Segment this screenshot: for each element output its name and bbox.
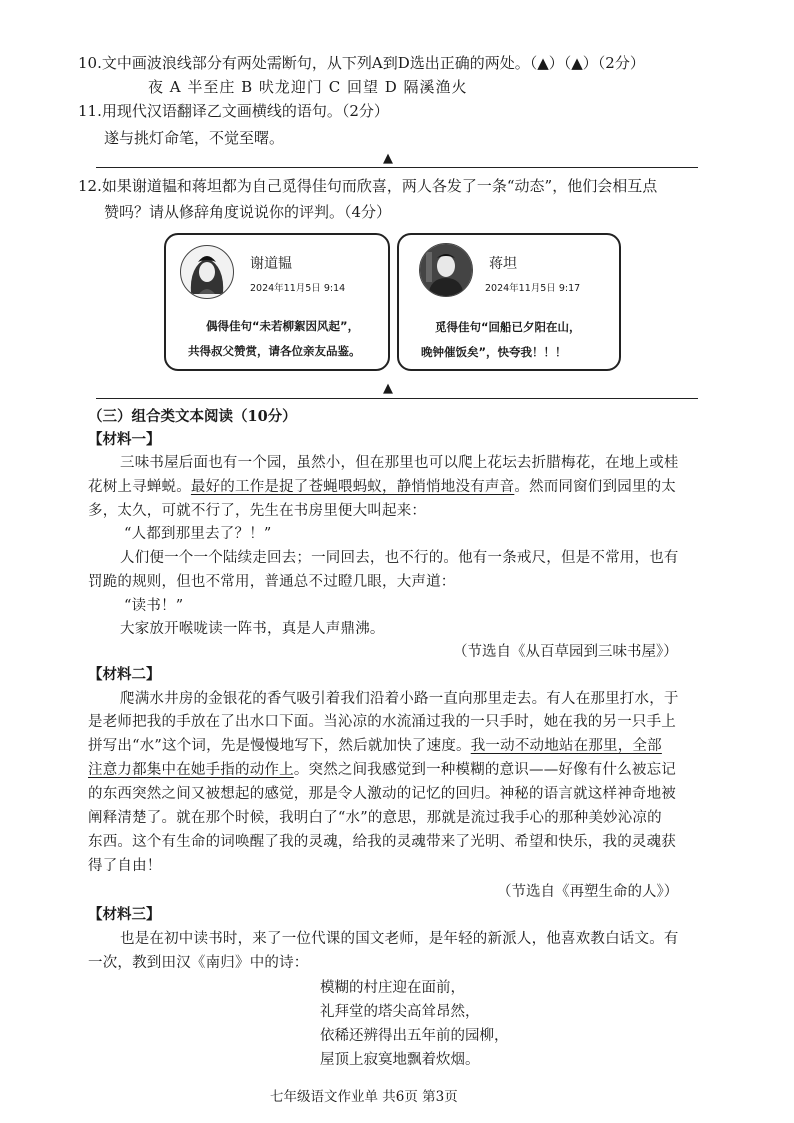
m2-source: （节选自《再塑生命的人》） — [497, 884, 679, 900]
q10-options: 夜 A 半至庄 B 吠龙迎门 C 回望 D 隔溪渔火 — [148, 78, 468, 96]
material2-label: 【材料二】 — [88, 666, 161, 683]
q10-prompt: 10.文中画波浪线部分有两处需断句，从下列A到D选出正确的两处。（▲）（▲）（2分） — [78, 54, 645, 72]
post-card-jiang — [397, 233, 621, 371]
m1-quote2: “读书！” — [124, 598, 184, 614]
m1-p1-line1: 三味书屋后面也有一个园，虽然小，但在那里也可以爬上花坛去折腊梅花，在地上或桂 — [120, 455, 679, 471]
avatar-xie — [180, 245, 234, 299]
answer-mark: ▲ — [383, 151, 393, 166]
m2-line8: 得了自由！ — [88, 858, 162, 874]
m1-text: 花树上寻蝉蜕。 — [88, 479, 191, 495]
poem-line: 礼拜堂的塔尖高耸昂然， — [320, 1004, 480, 1020]
post-text-jiang-1: 觅得佳句“回船已夕阳在山， — [435, 320, 581, 334]
q12-prompt-line1: 12.如果谢道韫和蒋坦都为自己觅得佳句而欣喜，两人各发了一条“动态”，他们会相互点 — [78, 177, 658, 195]
m1-p1-line2 — [88, 475, 676, 496]
m2-line6: 阐释清楚了。就在那个时候，我明白了“水”的意思，那就是流过我手心的那种美妙沁凉的 — [88, 810, 662, 826]
m2-text: 。突然之间我感觉到一种模糊的意识——好像有什么被忘记 — [293, 762, 677, 778]
m1-p2-line1: 人们便一个一个陆续走回去；一同回去，也不行的。他有一条戒尺，但是不常用，也有 — [120, 550, 679, 566]
post-card-xie — [164, 233, 390, 371]
q11-prompt: 11.用现代汉语翻译乙文画横线的语句。（2分） — [78, 102, 389, 120]
m1-source: （节选自《从百草园到三味书屋》） — [453, 644, 678, 660]
m1-underlined-sentence: 最好的工作是捉了苍蝇喂蚂蚁，静悄悄地没有声音 — [190, 479, 515, 495]
m2-line7: 东西。这个有生命的词唤醒了我的灵魂，给我的灵魂带来了光明、希望和快乐，我的灵魂获 — [88, 834, 676, 850]
m2-underlined-sentence: 我一动不动地站在那里，全部 — [470, 738, 662, 754]
material3-label: 【材料三】 — [88, 906, 161, 923]
m1-p1-line3: 多，太久，可就不行了，先生在书房里便大叫起来： — [88, 503, 427, 519]
m2-line3 — [88, 734, 662, 755]
m3-line1: 也是在初中读书时，来了一位代课的国文老师，是年轻的新派人，他喜欢教白话文。有 — [120, 931, 679, 947]
poem-line: 模糊的村庄迎在面前， — [320, 980, 465, 996]
post-author-xie: 谢道韫 — [250, 256, 292, 272]
section-title: （三）组合类文本阅读（10分） — [88, 408, 297, 425]
post-time-jiang: 2024年11月5日 9:17 — [485, 283, 581, 294]
post-text-xie-2: 共得叔父赞赏，请各位亲友品鉴。 — [188, 344, 361, 358]
post-time-xie: 2024年11月5日 9:14 — [250, 283, 346, 294]
answer-line — [96, 167, 698, 168]
m2-line5: 的东西突然之间又被想起的感觉，那是令人激动的记忆的回归。神秘的语言就这样神奇地被 — [88, 786, 676, 802]
m1-text: 。然而同窗们到园里的太 — [514, 479, 677, 495]
m2-text: 拼写出“水”这个词，先是慢慢地写下，然后就加快了速度。 — [88, 738, 471, 754]
m2-line4 — [88, 758, 676, 779]
page-footer: 七年级语文作业单 共6页 第3页 — [270, 1089, 458, 1105]
poem-line: 依稀还辨得出五年前的园柳， — [320, 1028, 509, 1044]
poem-line: 屋顶上寂寞地飘着炊烟。 — [320, 1052, 480, 1068]
m2-line1: 爬满水井房的金银花的香气吸引着我们沿着小路一直向那里走去。有人在那里打水，于 — [120, 691, 679, 707]
m1-quote1: “人都到那里去了？！” — [124, 526, 272, 542]
post-text-xie-1: 偶得佳句“未若柳絮因风起”， — [206, 319, 360, 333]
post-author-jiang: 蒋坦 — [489, 256, 517, 272]
material1-label: 【材料一】 — [88, 431, 161, 448]
m3-line2: 一次，教到田汉《南归》中的诗： — [88, 955, 309, 971]
answer-line — [96, 398, 698, 399]
m2-underlined-sentence: 注意力都集中在她手指的动作上 — [88, 762, 294, 778]
answer-mark: ▲ — [383, 381, 393, 396]
q11-sentence: 遂与挑灯命笔，不觉至曙。 — [104, 129, 285, 147]
m2-line2: 是老师把我的手放在了出水口下面。当沁凉的水流涌过我的一只手时，她在我的另一只手上 — [88, 714, 676, 730]
m1-p3: 大家放开喉咙读一阵书，真是人声鼎沸。 — [120, 621, 385, 637]
q12-prompt-line2: 赞吗？请从修辞角度说说你的评判。（4分） — [104, 203, 392, 221]
m1-p2-line2: 罚跪的规则，但也不常用，普通总不过瞪几眼，大声道： — [88, 574, 456, 590]
avatar-jiang — [419, 243, 473, 297]
post-text-jiang-2: 晚钟催饭矣”，快夸我！！！ — [421, 345, 567, 359]
